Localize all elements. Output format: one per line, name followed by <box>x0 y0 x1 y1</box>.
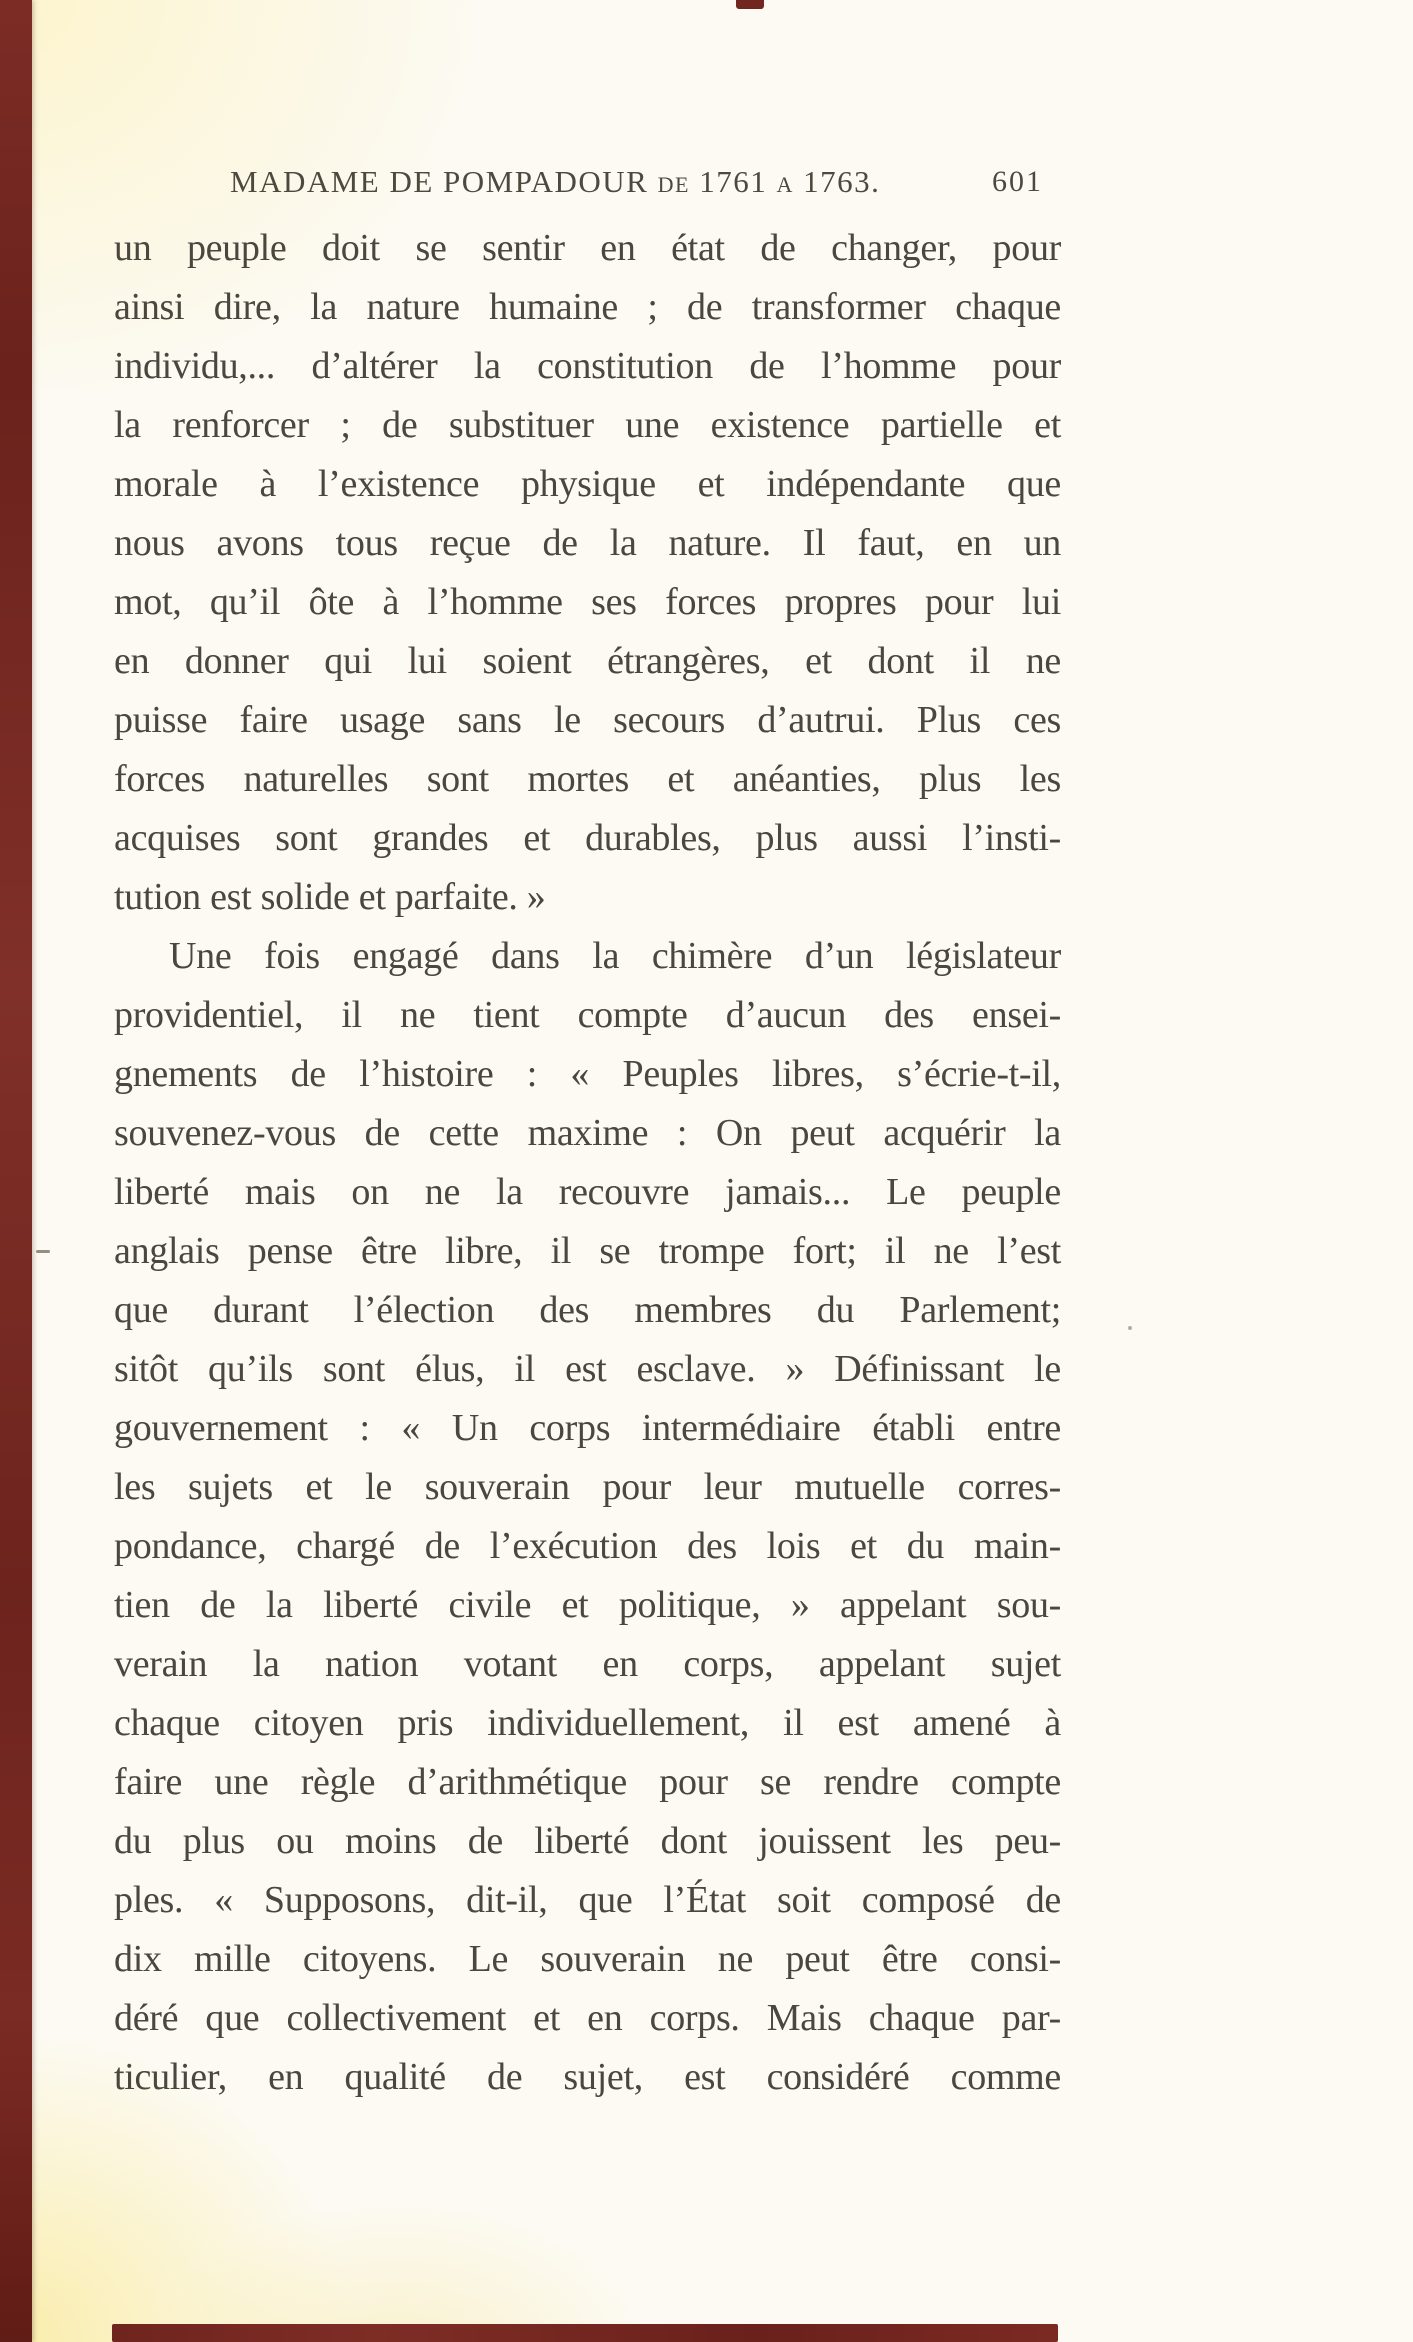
text-line: acquises sont grandes et durables, plus aussi l’insti- <box>114 817 1061 859</box>
text-line: dix mille citoyens. Le souverain ne peut être consi- <box>114 1938 1061 1980</box>
text-line: Une fois engagé dans la chimère d’un législateur <box>169 935 1061 977</box>
text-line: anglais pense être libre, il se trompe fort; il ne l’est <box>114 1230 1061 1272</box>
text-line: chaque citoyen pris individuellement, il est amené à <box>114 1702 1061 1744</box>
running-head-title: MADAME DE POMPADOUR de 1761 a 1763. <box>230 164 881 199</box>
page-number: 601 <box>992 165 1043 198</box>
text-line: individu,... d’altérer la constitution de l’homme pour <box>114 345 1061 387</box>
text-line: souvenez-vous de cette maxime : On peut acquérir la <box>114 1112 1061 1154</box>
text-line: déré que collectivement et en corps. Mais chaque par- <box>114 1997 1061 2039</box>
text-line: morale à l’existence physique et indépendante que <box>114 463 1061 505</box>
text-line: liberté mais on ne la recouvre jamais... Le peuple <box>114 1171 1061 1213</box>
scan-binding-bottom-edge <box>112 2324 1058 2342</box>
text-line: mot, qu’il ôte à l’homme ses forces propres pour lui <box>114 581 1061 623</box>
text-line: la renforcer ; de substituer une existence partielle et <box>114 404 1061 446</box>
text-line: verain la nation votant en corps, appelant sujet <box>114 1643 1061 1685</box>
text-line: tien de la liberté civile et politique, » appelant sou- <box>114 1584 1061 1626</box>
text-line: nous avons tous reçue de la nature. Il faut, en un <box>114 522 1061 564</box>
text-line: du plus ou moins de liberté dont jouissent les peu- <box>114 1820 1061 1862</box>
scan-binding-top-notch <box>736 0 764 9</box>
text-line: ticulier, en qualité de sujet, est considéré comme <box>114 2056 1061 2098</box>
scan-speck <box>36 1250 50 1253</box>
text-line: les sujets et le souverain pour leur mutuelle corres- <box>114 1466 1061 1508</box>
text-line: sitôt qu’ils sont élus, il est esclave. » Définissant le <box>114 1348 1061 1390</box>
text-line: tution est solide et parfaite. » <box>114 876 546 918</box>
page-body-text <box>114 219 1061 2107</box>
running-head <box>114 164 1061 208</box>
text-line: ainsi dire, la nature humaine ; de transformer chaque <box>114 286 1061 328</box>
text-line: gnements de l’histoire : « Peuples libres, s’écrie-t-il, <box>114 1053 1061 1095</box>
text-line: forces naturelles sont mortes et anéanties, plus les <box>114 758 1061 800</box>
scan-binding-left-edge <box>0 0 32 2342</box>
text-line: gouvernement : « Un corps intermédiaire établi entre <box>114 1407 1061 1449</box>
text-line: en donner qui lui soient étrangères, et dont il ne <box>114 640 1061 682</box>
text-line: puisse faire usage sans le secours d’autrui. Plus ces <box>114 699 1061 741</box>
text-line: pondance, chargé de l’exécution des lois et du main- <box>114 1525 1061 1567</box>
text-line: un peuple doit se sentir en état de changer, pour <box>114 227 1061 269</box>
text-line: ples. « Supposons, dit-il, que l’État soit composé de <box>114 1879 1061 1921</box>
text-line: que durant l’élection des membres du Parlement; <box>114 1289 1061 1331</box>
text-line: faire une règle d’arithmétique pour se rendre compte <box>114 1761 1061 1803</box>
text-line: providentiel, il ne tient compte d’aucun des ensei- <box>114 994 1061 1036</box>
scan-speck <box>1128 1326 1132 1330</box>
